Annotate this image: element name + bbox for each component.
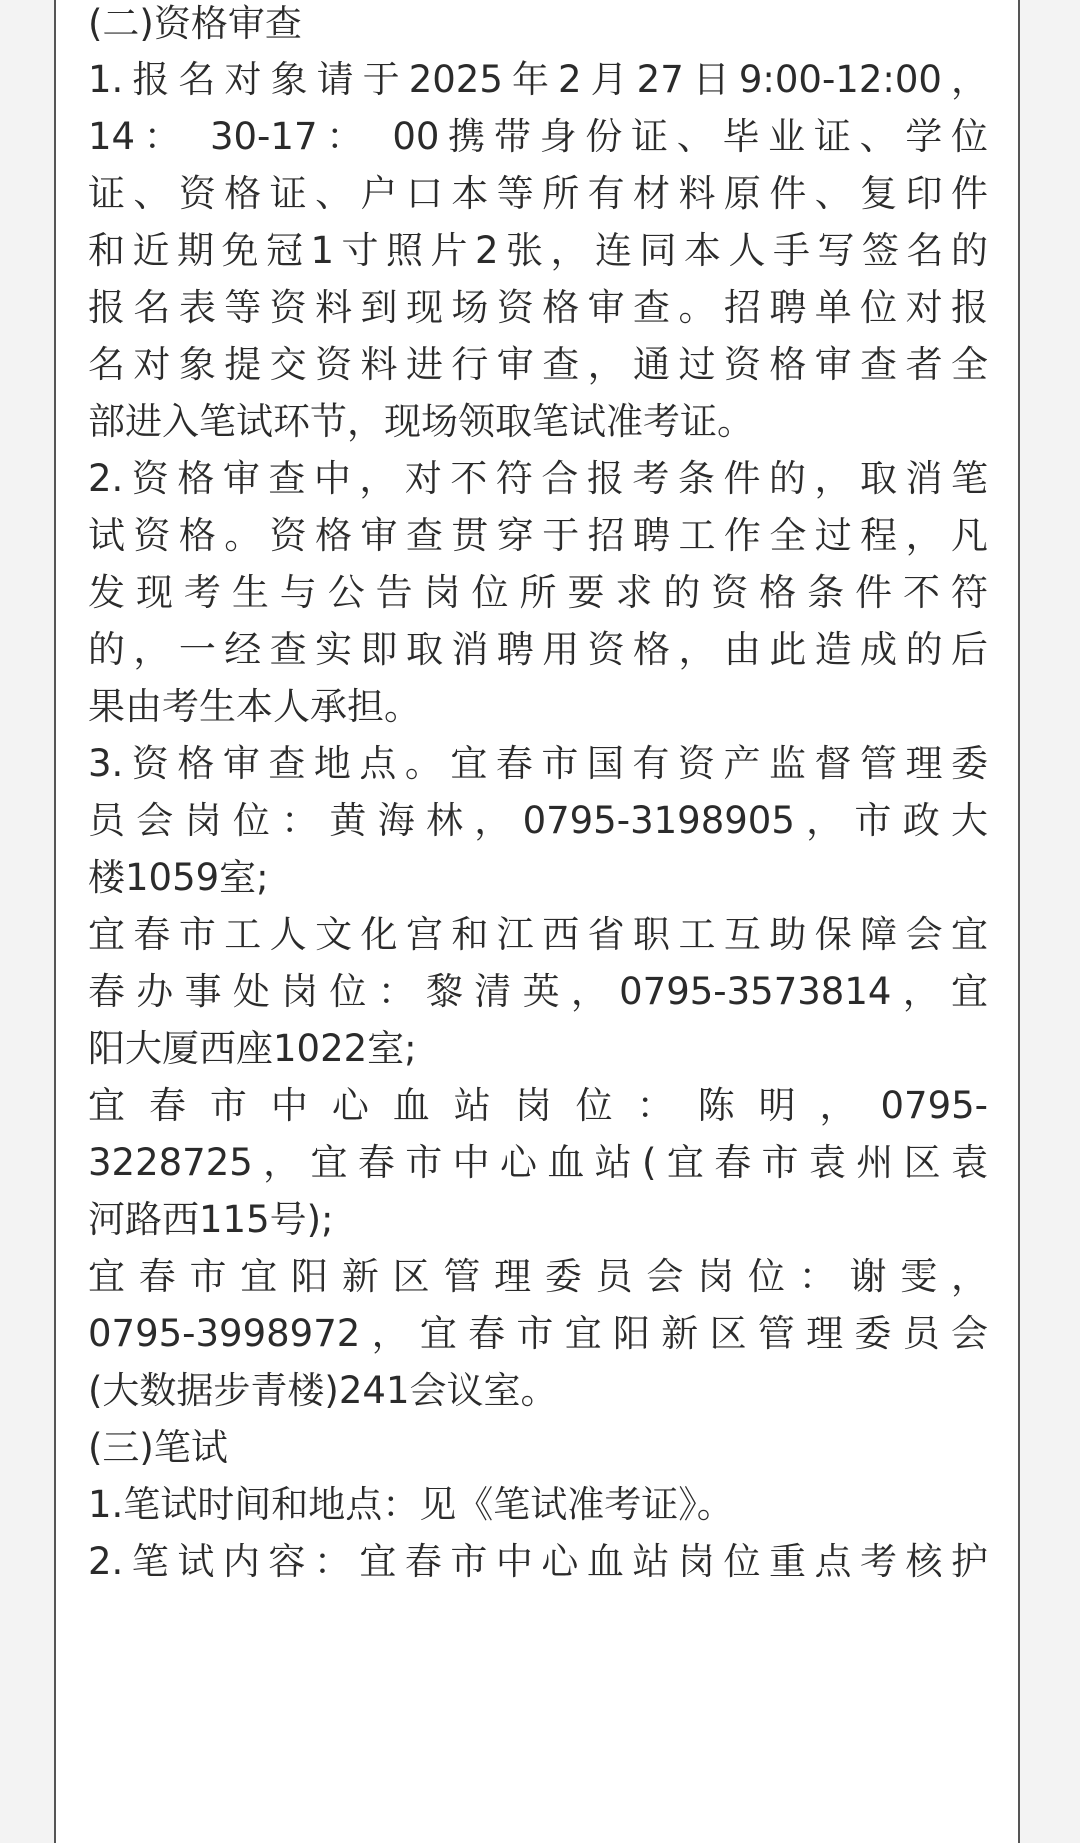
- paragraph-line: 阳大厦西座1022室;: [88, 1027, 417, 1070]
- section-heading-written-exam: (三)笔试: [88, 1426, 228, 1469]
- paragraph-line: 果由考生本人承担。: [88, 685, 421, 728]
- document-page: [54, 0, 1020, 1843]
- paragraph-line: 3.资格审查地点。宜春市国有资产监督管理委: [88, 742, 988, 785]
- paragraph-line: 试资格。资格审查贯穿于招聘工作全过程，凡: [88, 514, 988, 557]
- paragraph-line: 0795-3998972，宜春市宜阳新区管理委员会: [88, 1312, 988, 1355]
- paragraph-line: 3228725，宜春市中心血站(宜春市袁州区袁: [88, 1141, 988, 1184]
- section-heading-qualification-review: (二)资格审查: [88, 2, 302, 45]
- paragraph-line: 1.笔试时间和地点：见《笔试准考证》。: [88, 1483, 734, 1526]
- paragraph-line: 河路西115号);: [88, 1198, 334, 1241]
- paragraph-line: 2.笔试内容：宜春市中心血站岗位重点考核护: [88, 1540, 988, 1583]
- paragraph-line: 1.报名对象请于2025年2月27日9:00-12:00，: [88, 58, 988, 101]
- paragraph-line: 宜春市工人文化宫和江西省职工互助保障会宜: [88, 913, 988, 956]
- paragraph-line: 报名表等资料到现场资格审查。招聘单位对报: [88, 286, 988, 329]
- paragraph-line: 员会岗位：黄海林，0795-3198905，市政大: [88, 799, 988, 842]
- paragraph-line: 楼1059室;: [88, 856, 269, 899]
- paragraph-line: 发现考生与公告岗位所要求的资格条件不符: [88, 571, 988, 614]
- paragraph-line: 宜春市宜阳新区管理委员会岗位：谢雯，: [88, 1255, 988, 1298]
- paragraph-line: 证、资格证、户口本等所有材料原件、复印件: [88, 172, 988, 215]
- paragraph-line: 名对象提交资料进行审查，通过资格审查者全: [88, 343, 988, 386]
- paragraph-line: 春办事处岗位：黎清英，0795-3573814，宜: [88, 970, 988, 1013]
- paragraph-line: 宜春市中心血站岗位：陈明，0795-: [88, 1084, 988, 1127]
- paragraph-line: 2.资格审查中，对不符合报考条件的，取消笔: [88, 457, 988, 500]
- paragraph-line: (大数据步青楼)241会议室。: [88, 1369, 558, 1412]
- paragraph-line: 和近期免冠1寸照片2张，连同本人手写签名的: [88, 229, 988, 272]
- paragraph-line: 的，一经查实即取消聘用资格，由此造成的后: [88, 628, 988, 671]
- paragraph-line: 14： 30-17： 00携带身份证、毕业证、学位: [88, 115, 988, 158]
- paragraph-line: 部进入笔试环节，现场领取笔试准考证。: [88, 400, 754, 443]
